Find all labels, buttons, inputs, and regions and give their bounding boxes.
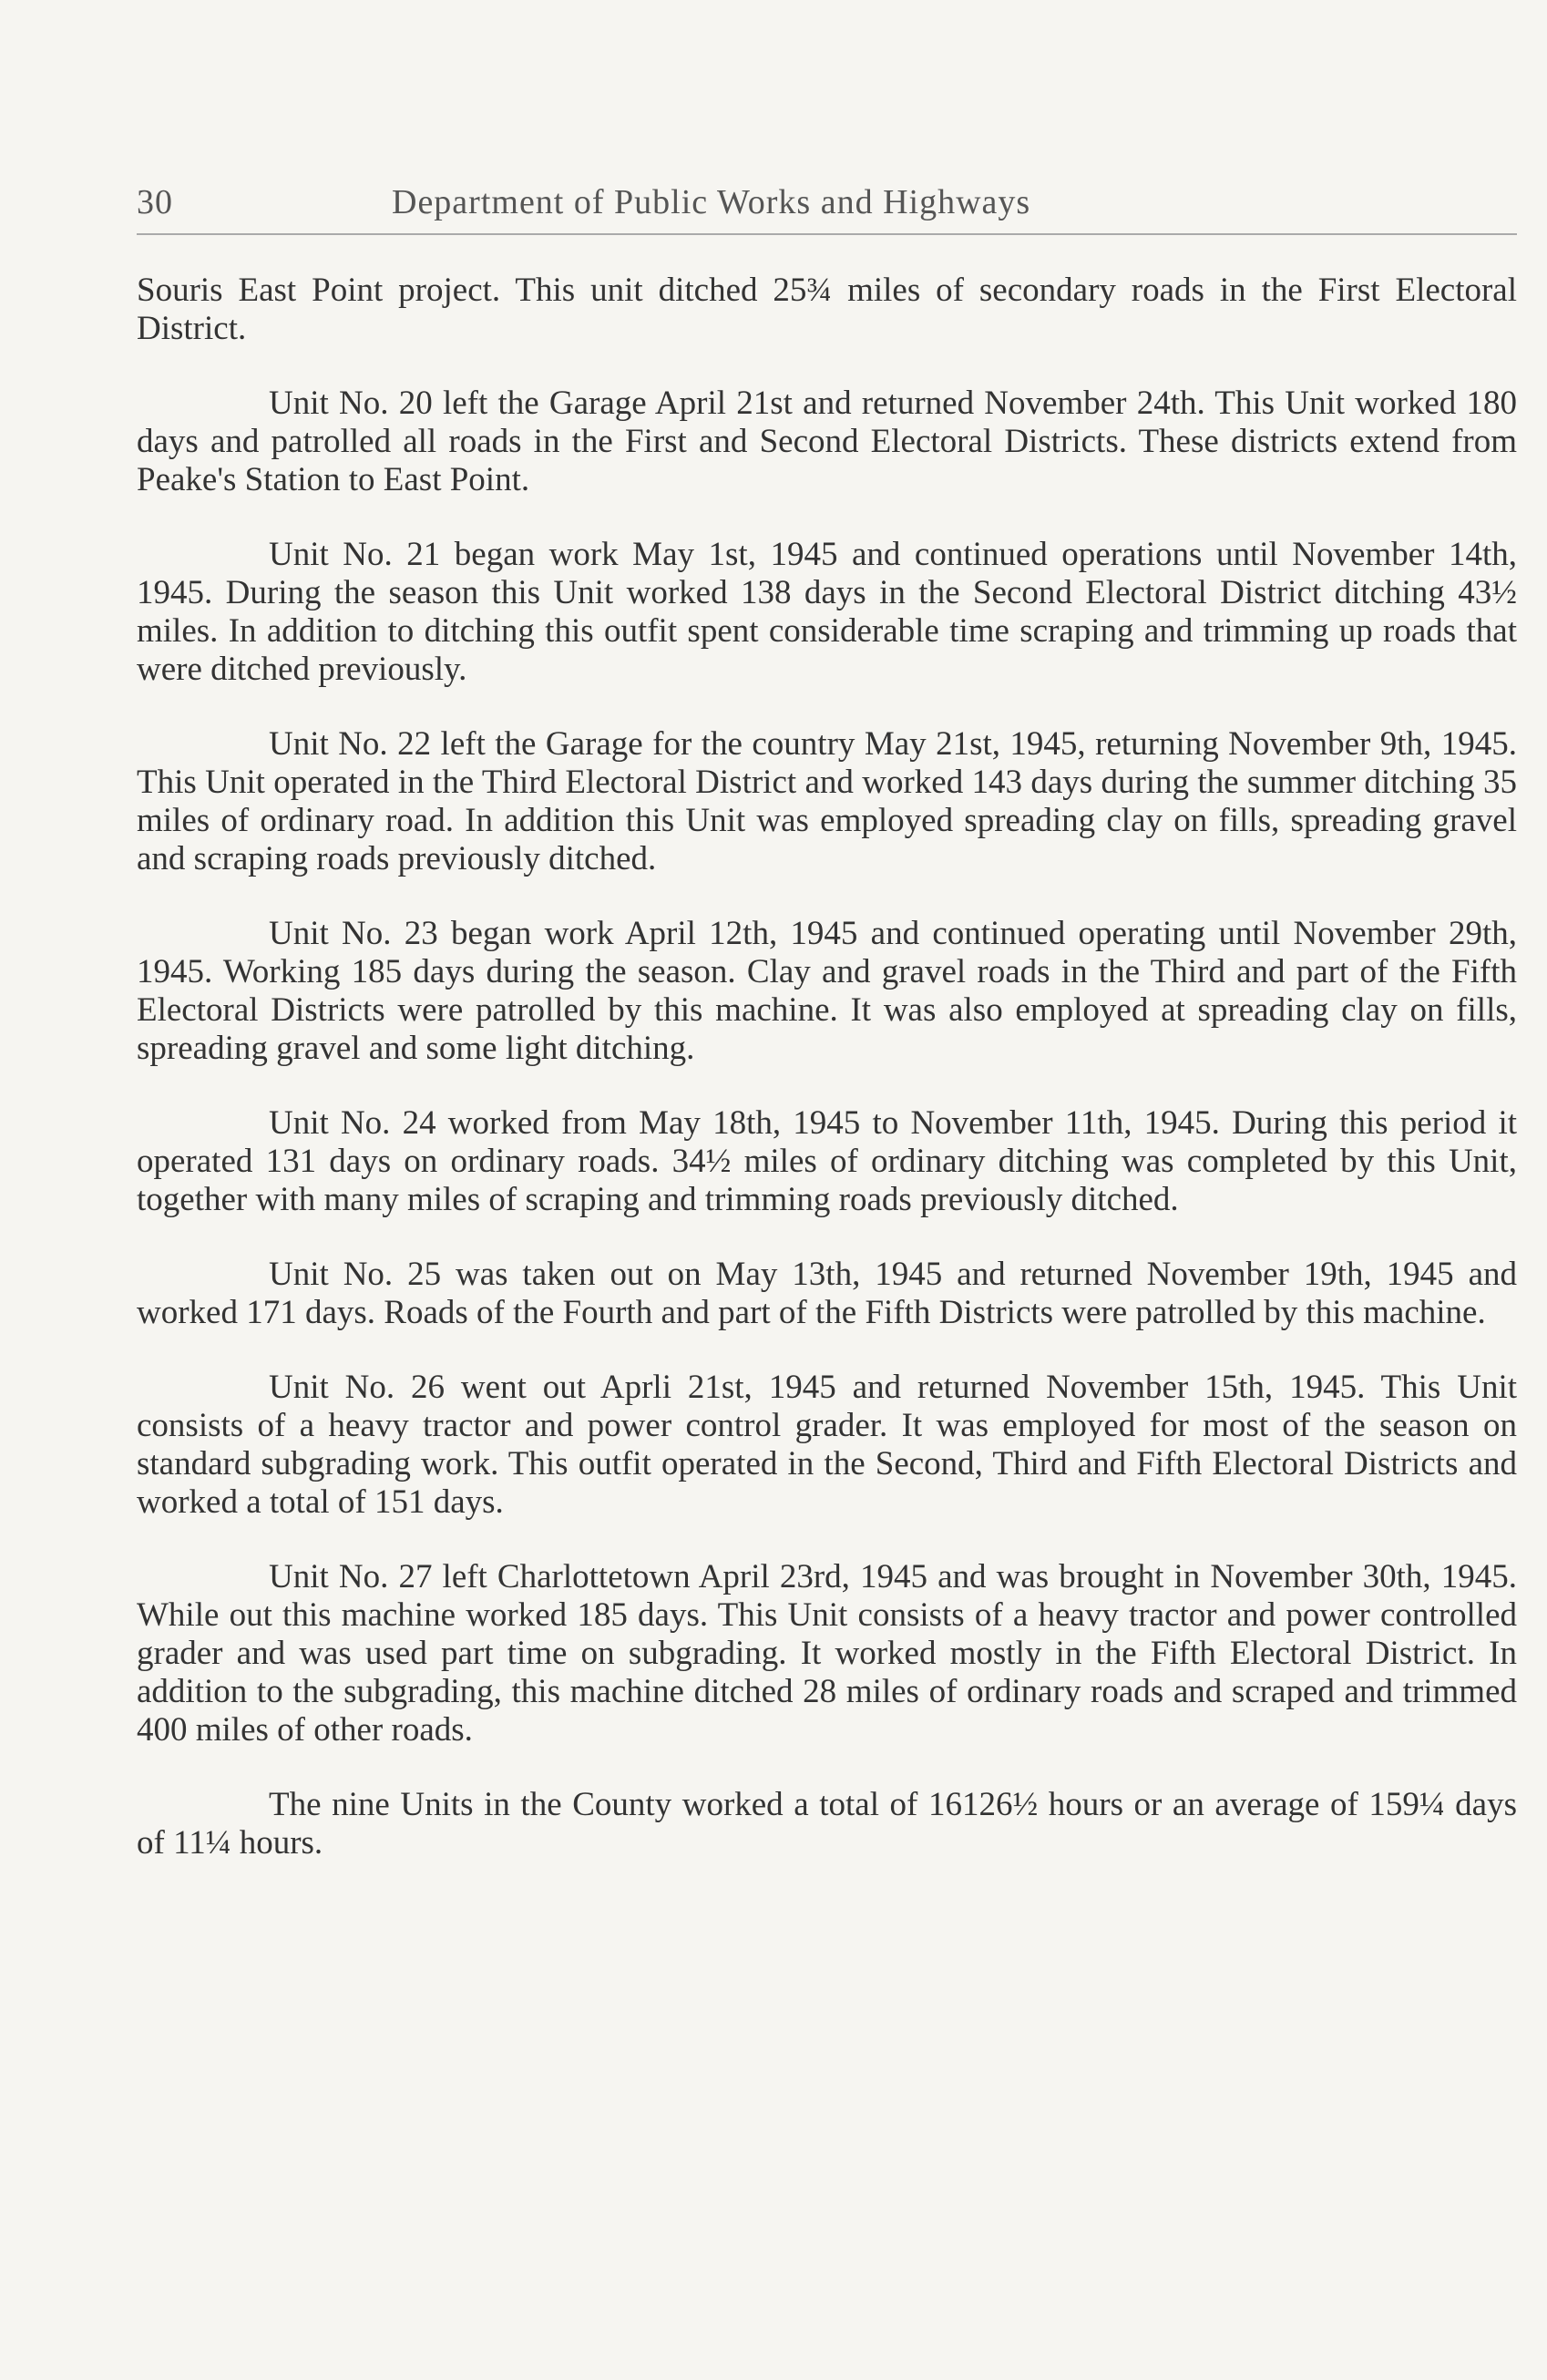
paragraph-unit-20: Unit No. 20 left the Garage April 21st and returned November 24th. This Unit worked 180 days and patrolled all roads in the First and Second Electoral Districts. These districts extend from Peake's Station to East Point.: [137, 385, 1517, 498]
paragraph-unit-23: Unit No. 23 began work April 12th, 1945 and continued operating until November 29th, 1945. Working 185 days during the season. Clay and gravel roads in the Third and part of the Fifth Electoral Districts were patrolled by this machine. It was also employed at spreading clay on fills, spreading gravel and some light ditching.: [137, 915, 1517, 1067]
paragraph-unit-21: Unit No. 21 began work May 1st, 1945 and continued operations until November 14th, 1945. During the season this Unit worked 138 days in the Second Electoral District ditching 43½ miles. In addition to ditching this outfit spent considerable time scraping and trimming up roads that were ditched previously.: [137, 536, 1517, 688]
paragraph-continued: Souris East Point project. This unit ditched 25¾ miles of secondary roads in the First Electoral District.: [137, 272, 1517, 347]
paragraph-unit-22: Unit No. 22 left the Garage for the country May 21st, 1945, returning November 9th, 1945. This Unit operated in the Third Electoral District and worked 143 days during the summer ditching 35 miles of ordinary road. In addition this Unit was employed spreading clay on fills, spreading gravel and scraping roads previously ditched.: [137, 725, 1517, 877]
running-header: [137, 182, 1517, 235]
document-page: [137, 182, 1517, 1899]
paragraph-unit-24: Unit No. 24 worked from May 18th, 1945 to November 11th, 1945. During this period it operated 131 days on ordinary roads. 34½ miles of ordinary ditching was completed by this Unit, together with many miles of scraping and trimming roads previously ditched.: [137, 1104, 1517, 1218]
paragraph-unit-26: Unit No. 26 went out Aprli 21st, 1945 and returned November 15th, 1945. This Unit consists of a heavy tractor and power control grader. It was employed for most of the season on standard subgrading work. This outfit operated in the Second, Third and Fifth Electoral Districts and worked a total of 151 days.: [137, 1369, 1517, 1521]
page-number: 30: [137, 183, 173, 221]
paragraph-unit-25: Unit No. 25 was taken out on May 13th, 1945 and returned November 19th, 1945 and worked 171 days. Roads of the Fourth and part of the Fifth Districts were patrolled by this machine.: [137, 1256, 1517, 1331]
body-text: [137, 272, 1517, 1862]
paragraph-summary: The nine Units in the County worked a total of 16126½ hours or an average of 159¼ days of 11¼ hours.: [137, 1786, 1517, 1862]
header-title: Department of Public Works and Highways: [392, 183, 1031, 221]
paragraph-unit-27: Unit No. 27 left Charlottetown April 23rd, 1945 and was brought in November 30th, 1945. While out this machine worked 185 days. This Unit consists of a heavy tractor and power controlled grader and was used part time on subgrading. It worked mostly in the Fifth Electoral District. In addition to the subgrading, this machine ditched 28 miles of ordinary roads and scraped and trimmed 400 miles of other roads.: [137, 1558, 1517, 1749]
